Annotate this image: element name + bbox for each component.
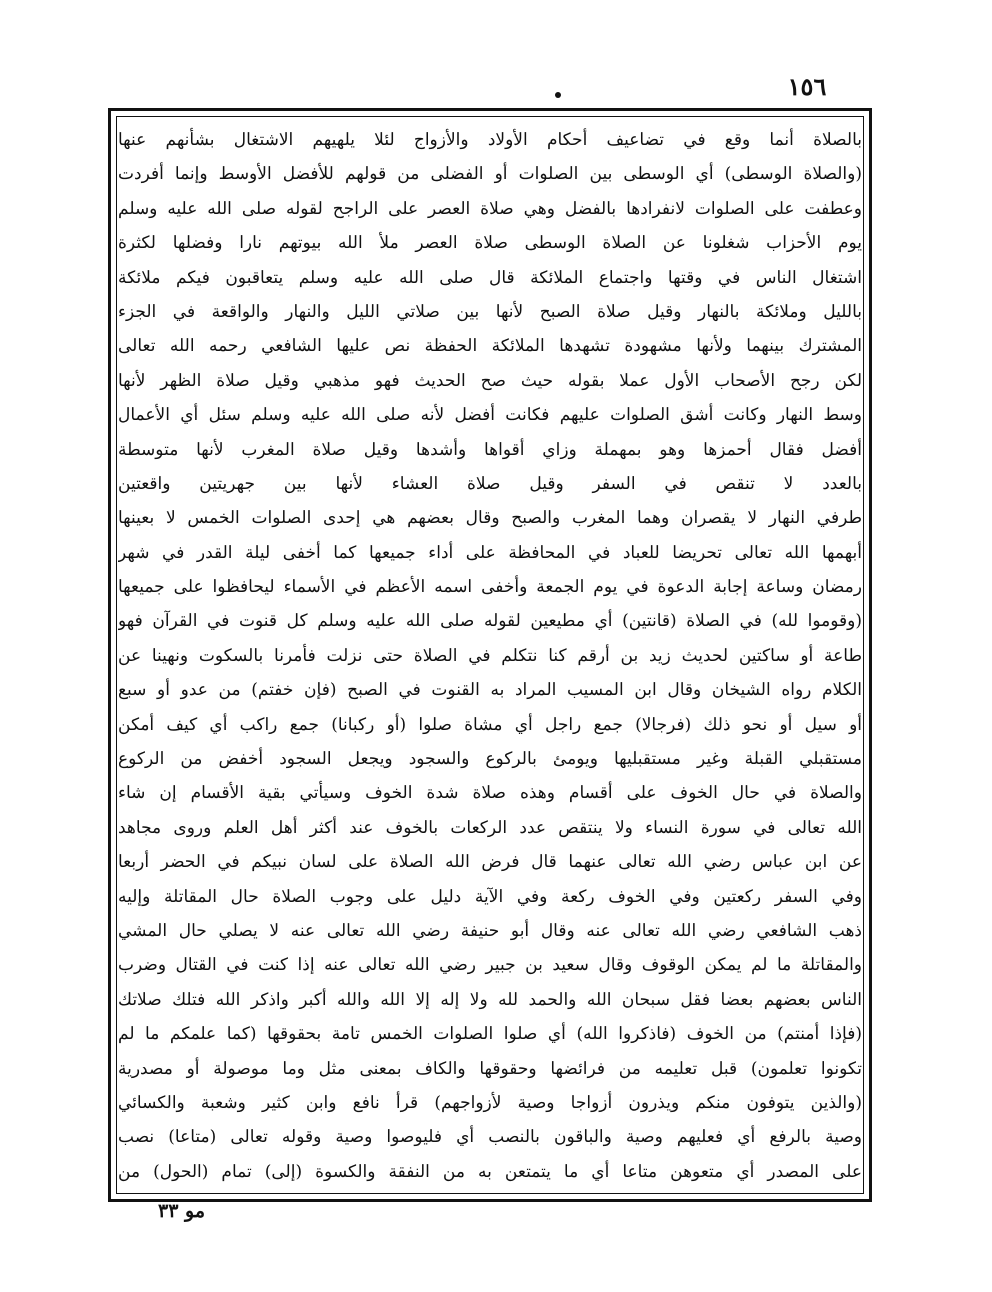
text-line: (وقوموا لله) في الصلاة (قانتين) أي مطيعين لقوله صلى الله عليه وسلم كل قنوت في القرآن فهو bbox=[118, 611, 862, 632]
text-line: (فإذا أمنتم) من الخوف (فاذكروا الله) أي صلوا الصلوات الخمس تامة بحقوقها (كما علمكم ما لم bbox=[118, 1024, 862, 1045]
text-line: مستقبلي القبلة وغير مستقبليها ويومئ بالركوع والسجود ويجعل السجود أخفض من الركوع bbox=[118, 749, 862, 770]
text-line: وسط النهار وكانت أشق الصلوات عليهم فكانت أفضل لأنه صلى الله عليه وسلم سئل أي الأعمال bbox=[118, 405, 862, 426]
text-line: وفي السفر ركعتين وفي الخوف ركعة وفي الآية دليل على وجوب الصلاة حال المقاتلة وإليه bbox=[118, 886, 862, 907]
text-line: اشتغال الناس في وقتها واجتماع الملائكة قال صلى الله عليه وسلم يتعاقبون فيكم ملائكة bbox=[118, 267, 862, 288]
text-line: (والذين يتوفون منكم ويذرون أزواجا وصية لأزواجهم) قرأ نافع وابن كثير وشعبة والكسائي bbox=[118, 1092, 862, 1113]
page-number: ١٥٦ bbox=[787, 72, 827, 101]
text-line: أو سيل أو نحو ذلك (فرجالا) جمع راجل أي مشاة صلوا (أو ركبانا) جمع راكب أي كيف أمكن bbox=[118, 714, 862, 735]
text-line: لكن رجح الأصحاب الأول عملا بقوله حيث صح الحديث فهو مذهبي وقيل صلاة الظهر لأنها bbox=[118, 370, 862, 391]
text-line: الله تعالى في سورة النساء ولا ينتقص عدد الركعات بالخوف عند أكثر أهل العلم وروى مجاهد bbox=[118, 817, 862, 838]
text-line: والمقاتلة ما لم يمكن الوقوف وقال سعيد بن جبير رضي الله تعالى عنه إذا كنت في القتال وضرب bbox=[118, 955, 862, 976]
header-dot bbox=[555, 92, 561, 98]
text-line: وعطفت على الصلوات لانفرادها بالفضل وهي صلاة العصر على الراجح لقوله صلى الله عليه وسلم bbox=[118, 198, 862, 219]
text-line: الكلام رواه الشيخان وقال ابن المسيب المراد به القنوت في الصبح (فإن خفتم) من عدو أو سبع bbox=[118, 680, 862, 701]
text-line: على المصدر أي متعوهن متاعا أي ما يتمتعن به من النفقة والكسوة (إلى) تمام (الحول) من bbox=[118, 1161, 862, 1182]
text-line: رمضان وساعة إجابة الدعوة في يوم الجمعة وأخفى اسمه الأعظم في الأسماء ليحافظوا على جميعها bbox=[118, 577, 862, 598]
text-line: بالليل وملائكة بالنهار وقيل صلاة الصبح لأنها بين صلاتي الليل والنهار والواقعة في الجزء bbox=[118, 301, 862, 322]
text-line: أبهمها الله تعالى تحريضا للعباد في المحافظة على أداء جميعها كما أخفى ليلة القدر في شهر bbox=[118, 542, 862, 563]
text-line: الناس بعضهم بعضا فقل سبحان الله والحمد لله ولا إله إلا الله والله أكبر واذكر الله فتلك صلاتك bbox=[118, 989, 862, 1010]
text-line: وصية بالرفع أي فعليهم وصية والباقون بالنصب أي فليوصوا وصية وقوله تعالى (متاعا) نصب bbox=[118, 1127, 862, 1148]
text-line: يوم الأحزاب شغلونا عن الصلاة الوسطى صلاة العصر ملأ الله بيوتهم نارا وفضلها لكثرة bbox=[118, 233, 862, 254]
text-line: ذهب الشافعي رضي الله تعالى عنه وقال أبو حنيفة رضي الله تعالى عنه لا يصلي حال المشي bbox=[118, 920, 862, 941]
text-line: بالصلاة أنما وقع في تضاعيف أحكام الأولاد والأزواج لئلا يلهيهم الاشتغال بشأنهم عنها bbox=[118, 130, 862, 150]
text-line: المشترك بينهما ولأنها مشهودة تشهدها الملائكة الحفظة نص عليها الشافعي رحمه الله تعالى bbox=[118, 336, 862, 357]
text-line: طاعة أو ساكتين لحديث زيد بن أرقم كنا نتكلم في الصلاة حتى نزلت فأمرنا بالسكوت ونهينا عن bbox=[118, 645, 862, 666]
text-line: (والصلاة الوسطى) أي الوسطى بين الصلوات أو الفضلى من قولهم للأفضل الأوسط وإنما أفردت bbox=[118, 164, 862, 185]
text-line: والصلاة في حال الخوف على أقسام وهذه صلاة شدة الخوف وسيأتي بقية الأقسام إن شاء bbox=[118, 783, 862, 804]
main-text bbox=[118, 124, 862, 1188]
text-line: طرفي النهار لا يقصران وهما المغرب والصبح وقال بعضهم هي إحدى الصلوات الخمس لا بعينها bbox=[118, 508, 862, 529]
text-line: عن ابن عباس رضي الله تعالى عنهما قال فرض الله الصلاة على لسان نبيكم في الحضر أربعا bbox=[118, 852, 862, 873]
text-line: بالعدد لا تنقص في السفر وقيل صلاة العشاء لأنها بين جهريتين واقعتين bbox=[118, 473, 862, 494]
signature-mark: مو ٣٣ bbox=[158, 1200, 206, 1222]
text-line: أفضل فقال أحمزها وهو بمهملة وزاي أقواها وأشدها وقيل صلاة المغرب لأنها متوسطة bbox=[118, 439, 862, 460]
text-line: تكونوا تعلمون) قبل تعليمه من فرائضها وحقوقها والكاف بمعنى مثل وما موصولة أو مصدرية bbox=[118, 1058, 862, 1079]
